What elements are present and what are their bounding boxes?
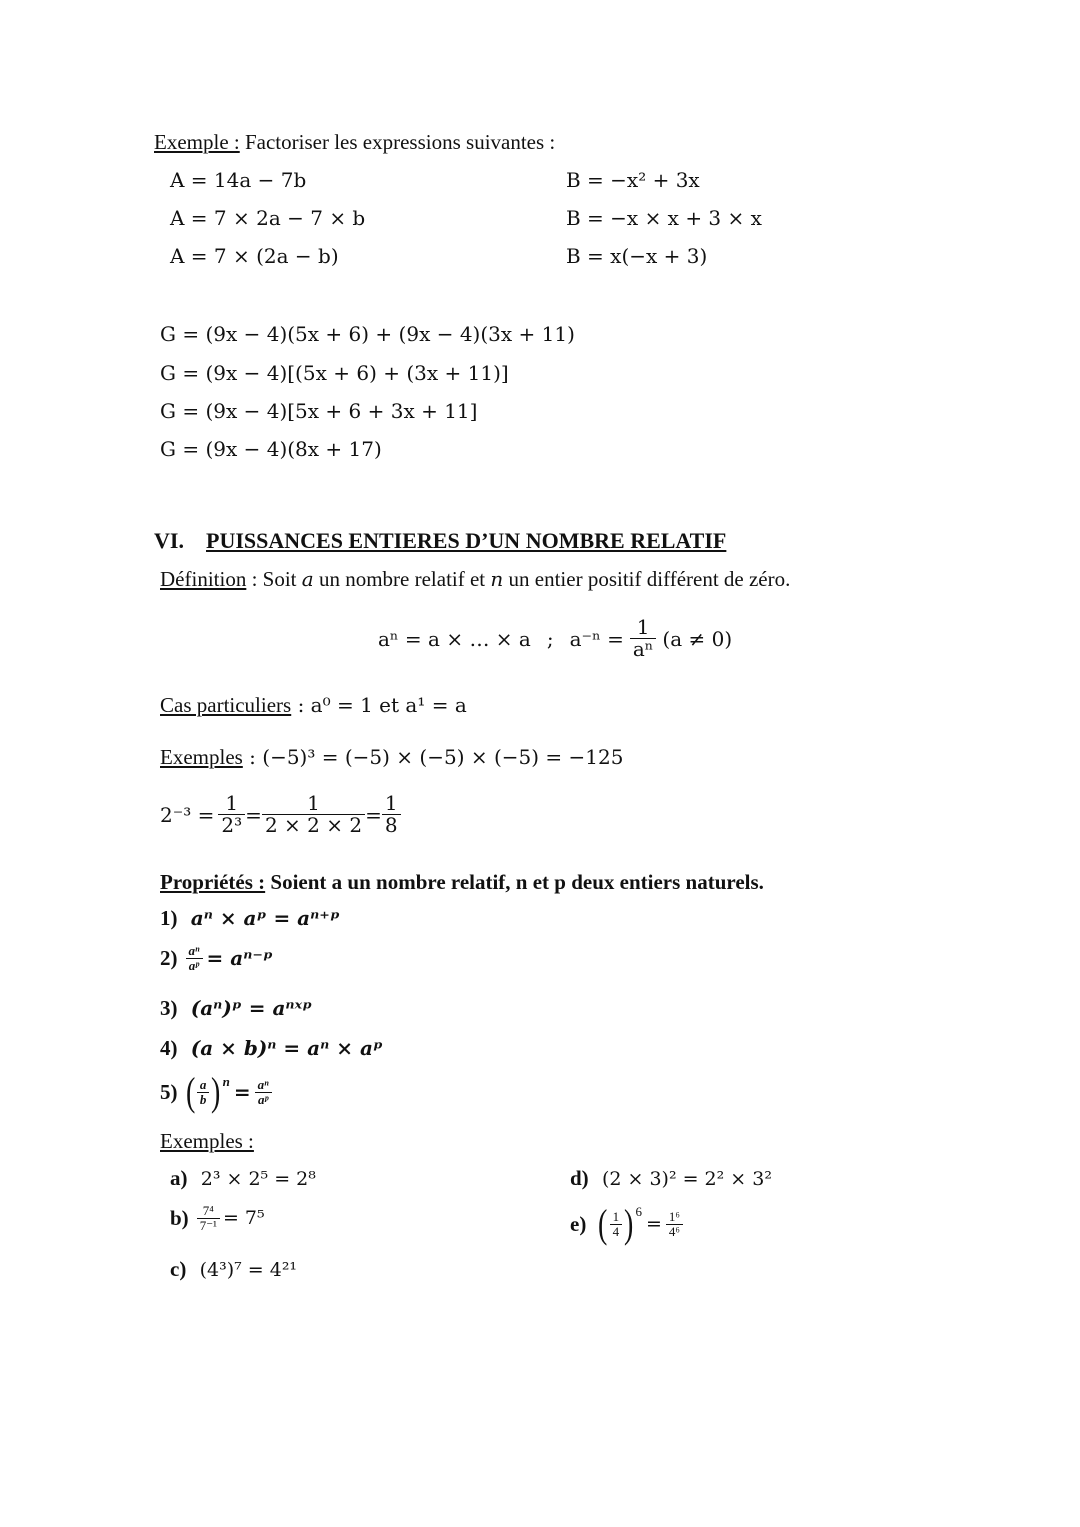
property-5-fraction [255,1078,272,1106]
properties-heading [160,870,764,895]
examples-2-label: Exemples : [160,1129,254,1153]
example-a-formula: 2³ × 2⁵ = 2⁸ [200,1168,316,1190]
section-number: VI. [154,528,184,553]
example-power-neg5: : (−5)³ = (−5) × (−5) × (−5) = −125 [242,745,624,769]
expr-a-line-1: A = 14a − 7b [170,168,307,192]
expr-a-line-2: A = 7 × 2a − 7 × b [170,206,366,230]
property-2-fraction [186,944,203,972]
properties-text: Soient a un nombre relatif, n et p deux entiers naturels. [265,870,764,894]
fraction-2-num: 1 [262,793,365,815]
expr-b-line-1: B = −x² + 3x [566,168,700,192]
example-c-label: c) [170,1257,187,1281]
properties-label: Propriétés : [160,870,266,894]
property-4-number: 4) [160,1036,178,1060]
property-5 [160,1069,272,1114]
example-heading [154,130,555,155]
definition [160,567,790,592]
expr-g-line-4: G = (9x − 4)(8x + 17) [160,437,382,461]
property-2-rhs: = aⁿ⁻ᵖ [206,946,273,971]
example-c-formula: (4³)⁷ = 4²¹ [199,1259,298,1281]
formula-fraction [630,617,657,660]
fraction-1-num: 1 [218,793,245,815]
examples-line-1 [160,745,623,770]
formula-condition: (a ≠ 0) [662,626,733,651]
examples-label: Exemples [160,745,243,769]
example-e-inner-fraction [610,1210,623,1238]
property-4 [160,1036,383,1061]
property-5-fraction-num: aⁿ [255,1078,272,1093]
property-2 [160,944,273,972]
property-1 [160,906,340,931]
right-paren-icon: ) [624,1201,634,1246]
example-a-label: a) [170,1166,188,1190]
expr-g-line-2: G = (9x − 4)[(5x + 6) + (3x + 11)] [160,361,509,385]
right-paren-icon: ) [211,1069,221,1114]
example-e-inner-num: 1 [610,1210,623,1225]
property-2-fraction-den: aᵖ [188,957,200,973]
fraction-1 [218,793,245,836]
property-1-formula: aⁿ × aᵖ = aⁿ⁺ᵖ [190,906,340,930]
example-b-den: 7⁻¹ [199,1217,217,1233]
property-1-number: 1) [160,906,178,930]
definition-label: Définition [160,567,247,591]
formula-fraction-numerator: 1 [630,617,657,639]
example-b [170,1204,265,1232]
expr-b-line-3: B = x(−x + 3) [566,244,708,268]
example-neg3-lhs: 2⁻³ = [160,802,215,827]
property-3-number: 3) [160,996,178,1020]
property-4-formula: (a × b)ⁿ = aⁿ × aᵖ [190,1036,383,1060]
property-5-exponent: n [222,1074,230,1089]
fraction-3-num: 1 [382,793,401,815]
property-3-formula: (aⁿ)ᵖ = aⁿˣᵖ [190,996,313,1020]
example-b-label: b) [170,1205,189,1230]
property-5-fraction-den: aᵖ [257,1091,269,1107]
property-5-inner-den: b [199,1091,207,1107]
equals-1: = [245,802,262,827]
expr-g-line-1: G = (9x − 4)(5x + 6) + (9x − 4)(3x + 11) [160,322,575,346]
definition-text-2: un nombre relatif et [313,567,491,591]
property-2-number: 2) [160,945,178,970]
formula-separator: ; [546,626,554,651]
formula-left: aⁿ = a × … × a [378,626,531,651]
definition-formula [378,617,732,660]
property-3 [160,996,312,1021]
special-cases-text: : a⁰ = 1 et a¹ = a [291,693,467,717]
example-power-neg3 [160,793,401,836]
property-5-number: 5) [160,1079,178,1104]
example-e-inner-den: 4 [612,1223,620,1239]
definition-var-n: n [490,567,504,591]
definition-text-3: un entier positif différent de zéro. [503,567,791,591]
expr-b-line-2: B = −x × x + 3 × x [566,206,762,230]
left-paren-icon: ( [185,1069,195,1114]
example-a [170,1166,316,1191]
example-b-fraction [197,1204,220,1232]
special-cases [160,693,467,718]
property-5-equals: = [233,1080,251,1104]
left-paren-icon: ( [598,1201,608,1246]
property-5-inner-fraction [197,1078,210,1106]
expr-a-line-3: A = 7 × (2a − b) [170,244,339,268]
fraction-3 [382,793,401,836]
example-d-label: d) [570,1166,589,1190]
definition-text-1: : Soit [246,567,302,591]
example-d-formula: (2 × 3)² = 2² × 3² [601,1168,772,1190]
property-2-fraction-num: aⁿ [186,944,203,959]
fraction-2 [262,793,365,836]
property-5-inner-num: a [197,1078,210,1093]
example-e-fraction [666,1210,683,1238]
fraction-2-den: 2 × 2 × 2 [264,813,363,837]
formula-right-lhs: a⁻ⁿ = [569,626,624,651]
example-e-equals: = [645,1213,662,1235]
fraction-1-den: 2³ [221,813,243,837]
special-cases-label: Cas particuliers [160,693,292,717]
example-text: Factoriser les expressions suivantes : [239,130,556,154]
example-c [170,1257,297,1282]
equals-2: = [365,802,382,827]
fraction-3-den: 8 [384,813,398,837]
example-e-label: e) [570,1211,587,1236]
example-d [570,1166,772,1191]
example-e-exponent: 6 [635,1204,642,1219]
example-label: Exemple : [154,130,240,154]
formula-fraction-denominator: aⁿ [632,637,654,661]
definition-var-a: a [301,567,314,591]
example-b-rhs: = 7⁵ [222,1207,265,1230]
example-b-num: 7⁴ [197,1204,220,1219]
example-e [570,1201,683,1246]
example-e-num: 1⁶ [666,1210,683,1225]
section-title: PUISSANCES ENTIERES D’UN NOMBRE RELATIF [206,528,727,553]
example-e-den: 4⁶ [668,1223,680,1239]
expr-g-line-3: G = (9x − 4)[5x + 6 + 3x + 11] [160,399,478,423]
